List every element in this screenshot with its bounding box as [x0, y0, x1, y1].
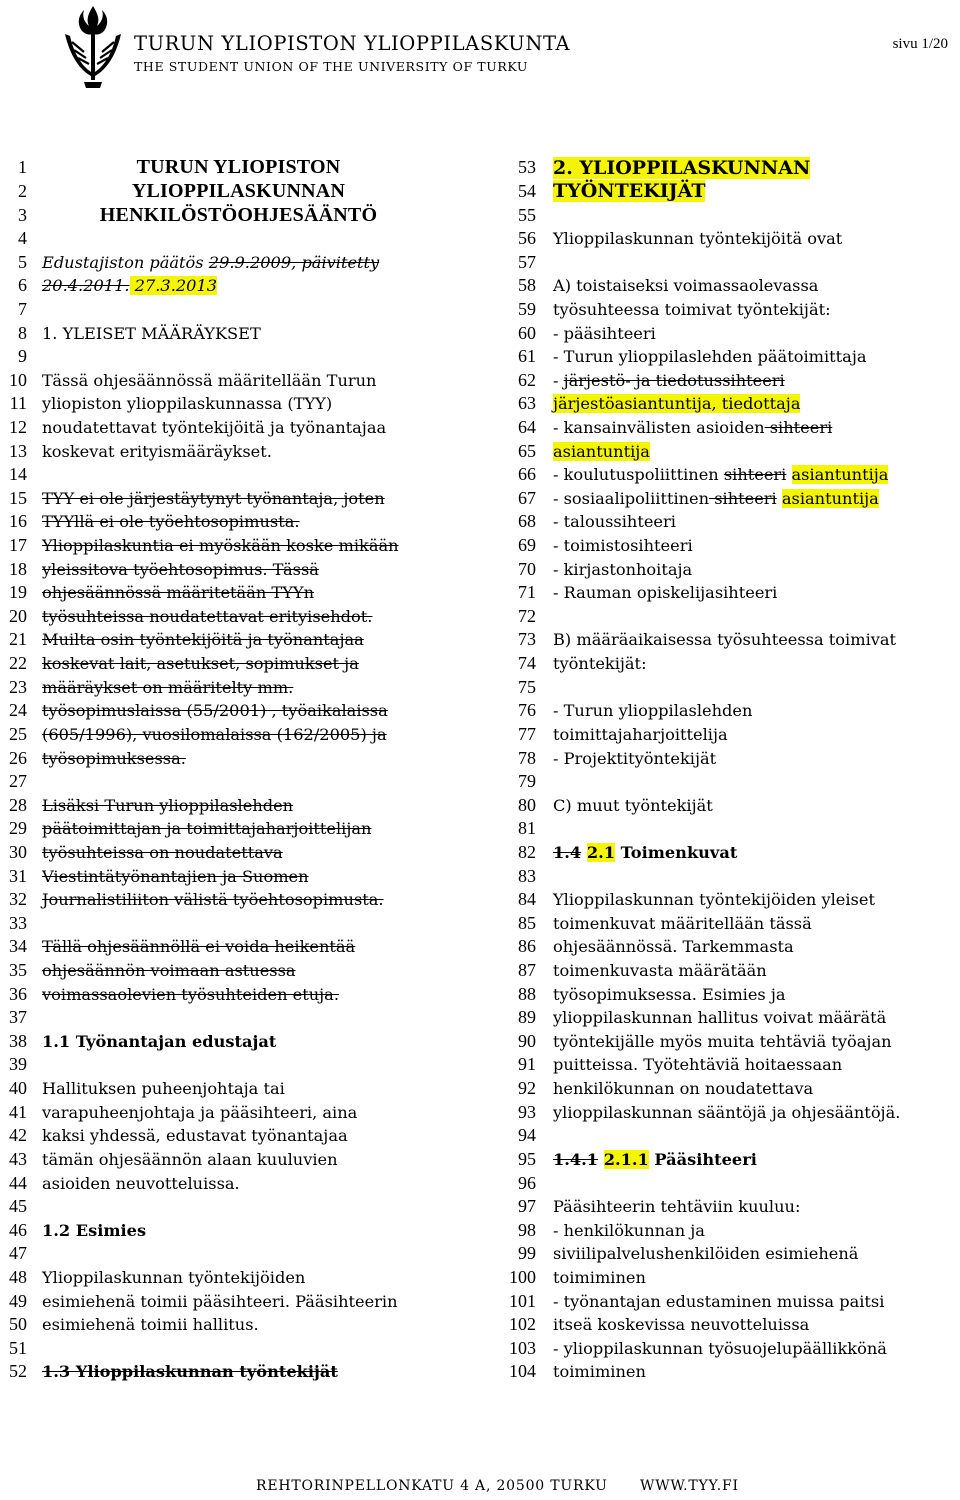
line-number: 46 — [9, 1219, 27, 1240]
list-text: - kansainvälisten asioiden — [553, 418, 765, 437]
line-number: 20 — [9, 605, 27, 626]
line-number: 101 — [509, 1290, 536, 1311]
line-number: 51 — [9, 1337, 27, 1358]
text-line: työntekijälle myös muita tehtäviä työajan — [553, 1031, 892, 1051]
page-indicator: sivu 1/20 — [892, 36, 948, 52]
line-number: 75 — [518, 676, 536, 697]
line-number: 104 — [509, 1361, 536, 1382]
line-number: 95 — [518, 1148, 536, 1169]
line-number: 27 — [9, 771, 27, 792]
line-number: 14 — [9, 464, 27, 485]
line-number: 85 — [518, 912, 536, 933]
line-number: 74 — [518, 653, 536, 674]
line-number: 60 — [518, 322, 536, 343]
text-line: toimenkuvat määritellään tässä — [553, 913, 812, 933]
text-line: ylioppilaskunnan sääntöjä ja ohjesääntöjä. — [553, 1102, 901, 1122]
section-heading — [536, 157, 958, 179]
text-line: Ylioppilaskunnan työntekijöiden — [42, 1267, 306, 1287]
line-number: 69 — [518, 535, 536, 556]
line-number: 72 — [518, 605, 536, 626]
line-number: 28 — [9, 794, 27, 815]
list-item: - Rauman opiskelijasihteeri — [553, 583, 778, 603]
deleted-line: Tällä ohjesäännöllä ei voida heikentää — [42, 937, 356, 957]
line-number: 73 — [518, 629, 536, 650]
line-number: 57 — [518, 251, 536, 272]
inserted-text: 27.3.2013 — [129, 276, 218, 296]
inserted-text: järjestöasiantuntija, tiedottaja — [553, 394, 801, 414]
deleted-text: 1.4.1 — [553, 1149, 599, 1169]
deleted-line: työsopimuslaissa (55/2001) , työaikalaissa — [42, 701, 388, 721]
deleted-line: Journalistiliiton välistä työehtosopimusta. — [42, 890, 384, 910]
line-number: 77 — [518, 723, 536, 744]
text-line: yliopiston ylioppilaskunnassa (TYY) — [42, 394, 333, 414]
org-subtitle: THE STUDENT UNION OF THE UNIVERSITY OF TURKU — [134, 59, 529, 74]
deleted-line: ohjesäännön voimaan astuessa — [42, 961, 296, 981]
line-number: 68 — [518, 511, 536, 532]
line-number: 35 — [9, 960, 27, 981]
line-number: 56 — [518, 228, 536, 249]
text-line: puitteissa. Työtehtäviä hoitaessaan — [553, 1055, 843, 1075]
line-number: 36 — [9, 983, 27, 1004]
subsection-heading: 1.2 Esimies — [42, 1220, 147, 1240]
line-number: 55 — [518, 204, 536, 225]
text-line: koskevat erityismääräykset. — [42, 441, 272, 461]
line-number: 80 — [518, 794, 536, 815]
list-item: toimittajaharjoittelija — [553, 724, 728, 744]
line-number: 90 — [518, 1030, 536, 1051]
line-number: 79 — [518, 771, 536, 792]
line-number: 15 — [9, 487, 27, 508]
line-number: 48 — [9, 1266, 27, 1287]
deleted-line: (605/1996), vuosilomalaissa (162/2005) ja — [42, 724, 387, 744]
line-number: 26 — [9, 747, 27, 768]
deleted-text: sihteeri — [764, 418, 833, 437]
list-item: - toimistosihteeri — [553, 536, 693, 556]
deleted-heading: 1.3 Ylioppilaskunnan työntekijät — [42, 1362, 338, 1382]
text-line: Tässä ohjesäännössä määritellään Turun — [42, 370, 377, 390]
list-item: - Turun ylioppilaslehden päätoimittaja — [553, 347, 867, 367]
footer-address: REHTORINPELLONKATU 4 A, 20500 TURKU — [256, 1478, 608, 1494]
logo-text — [134, 32, 570, 74]
list-text: - sosiaalipoliittinen — [553, 488, 710, 508]
line-number: 64 — [518, 417, 536, 437]
line-number: 43 — [9, 1148, 27, 1169]
text-line: toimenkuvasta määrätään — [553, 961, 767, 981]
line-number: 98 — [518, 1219, 536, 1240]
text-line: varapuheenjohtaja ja pääsihteeri, aina — [42, 1102, 358, 1122]
decision-line — [27, 253, 480, 272]
inserted-text: 2.1.1 — [603, 1149, 649, 1169]
line-number: 24 — [9, 700, 27, 721]
line-number: 17 — [9, 535, 27, 556]
line-number: 83 — [518, 865, 536, 886]
heading-text: Toimenkuvat — [614, 842, 738, 862]
line-number: 87 — [518, 960, 536, 981]
deleted-line: määräykset on määritelty mm. — [42, 677, 294, 697]
deleted-line: työsopimuksessa. — [42, 748, 186, 768]
list-item: toimiminen — [553, 1362, 646, 1382]
deleted-line: Muilta osin työntekijöitä ja työnantajaa — [42, 630, 364, 650]
text-line: B) määräaikaisessa työsuhteessa toimivat — [553, 630, 897, 650]
line-number: 3 — [18, 204, 27, 225]
line-number: 32 — [9, 889, 27, 910]
line-number: 22 — [9, 653, 27, 674]
list-dash: - — [553, 370, 564, 390]
inserted-text: 2.1 — [586, 842, 615, 862]
text-line: työntekijät: — [553, 654, 647, 674]
line-number: 21 — [9, 629, 27, 650]
text-line: työsuhteessa toimivat työntekijät: — [553, 299, 831, 319]
subsection-heading — [536, 843, 958, 862]
decision-line — [27, 276, 480, 295]
line-number: 97 — [518, 1196, 536, 1217]
list-item: - työnantajan edustaminen muissa paitsi — [553, 1291, 885, 1311]
text-line: C) muut työntekijät — [553, 795, 713, 815]
text-line: Ylioppilaskunnan työntekijöitä ovat — [553, 229, 843, 249]
line-number: 2 — [18, 180, 27, 201]
list-item — [536, 394, 958, 413]
deleted-line: Viestintätyönantajien ja Suomen — [42, 866, 309, 886]
line-number: 61 — [518, 346, 536, 367]
list-item: itseä koskevissa neuvotteluissa — [553, 1315, 810, 1335]
tyy-torch-emblem-icon — [62, 4, 124, 90]
text-line: esimiehenä toimii pääsihteeri. Pääsihteerin — [42, 1291, 398, 1311]
deleted-line: työsuhteissa noudatettavat erityisehdot. — [42, 606, 373, 626]
list-item: toimiminen — [553, 1267, 646, 1287]
deleted-line: TYYllä ei ole työehtosopimusta. — [42, 512, 300, 532]
line-number: 58 — [518, 275, 536, 296]
line-number: 37 — [9, 1007, 27, 1028]
line-number: 93 — [518, 1101, 536, 1122]
line-number: 66 — [518, 464, 536, 485]
page-header — [0, 0, 960, 110]
inserted-text: TYÖNTEKIJÄT — [553, 180, 706, 203]
heading-text: Pääsihteeri — [648, 1149, 757, 1169]
footer-website: WWW.TYY.FI — [640, 1478, 739, 1494]
text-line: esimiehenä toimii hallitus. — [42, 1315, 259, 1335]
line-number: 30 — [9, 841, 27, 862]
line-number: 91 — [518, 1054, 536, 1075]
list-item: - pääsihteeri — [553, 323, 656, 343]
list-item: - Projektityöntekijät — [553, 748, 717, 768]
line-number: 29 — [9, 818, 27, 839]
deleted-line: työsuhteissa on noudatettava — [42, 842, 283, 862]
line-number: 92 — [518, 1078, 536, 1099]
line-number: 12 — [9, 417, 27, 437]
line-number: 23 — [9, 676, 27, 697]
deleted-line: Ylioppilaskuntia ei myöskään koske mikään — [42, 536, 399, 556]
line-number: 47 — [9, 1243, 27, 1264]
inserted-text: asiantuntija — [781, 488, 879, 508]
text-line: ylioppilaskunnan hallitus voivat määrätä — [553, 1008, 887, 1028]
list-text: - koulutuspoliittinen — [553, 465, 724, 485]
line-number: 89 — [518, 1007, 536, 1028]
page-footer — [0, 1468, 960, 1500]
deleted-text: järjestö- ja tiedotussihteeri — [563, 370, 785, 390]
text-line: ohjesäännössä. Tarkemmasta — [553, 937, 794, 957]
line-number: 62 — [518, 369, 536, 390]
subsection-heading: 1.1 Työnantajan edustajat — [42, 1031, 277, 1051]
line-number: 88 — [518, 983, 536, 1004]
line-number: 39 — [9, 1054, 27, 1075]
line-number: 84 — [518, 889, 536, 910]
line-number: 82 — [518, 841, 536, 862]
text-line: työsopimuksessa. Esimies ja — [553, 984, 786, 1004]
line-number: 33 — [9, 912, 27, 933]
line-number: 70 — [518, 558, 536, 579]
line-number: 45 — [9, 1196, 27, 1217]
text-line: A) toistaiseksi voimassaolevassa — [553, 276, 819, 296]
section-heading — [536, 180, 958, 202]
line-number: 34 — [9, 936, 27, 957]
deleted-text: 29.9.2009, päivitetty — [208, 252, 380, 272]
line-number: 86 — [518, 936, 536, 957]
deleted-text: 20.4.2011. — [42, 276, 130, 296]
list-item: - kirjastonhoitaja — [553, 559, 693, 579]
text-line: henkilökunnan on noudatettava — [553, 1079, 814, 1099]
line-number: 9 — [18, 346, 27, 367]
line-number: 42 — [9, 1125, 27, 1146]
deleted-line: koskevat lait, asetukset, sopimukset ja — [42, 654, 359, 674]
line-number: 19 — [9, 582, 27, 603]
line-number: 54 — [518, 180, 536, 201]
line-number: 11 — [9, 393, 27, 414]
org-name: TURUN YLIOPISTON YLIOPPILASKUNTA — [134, 32, 571, 55]
deleted-text: sihteeri — [709, 488, 777, 508]
deleted-line: voimassaolevien työsuhteiden etuja. — [42, 984, 339, 1004]
deleted-text: sihteeri — [723, 465, 787, 485]
text-line: asioiden neuvotteluissa. — [42, 1173, 240, 1193]
line-number: 40 — [9, 1078, 27, 1099]
document-title-line: TURUN YLIOPISTON — [136, 156, 341, 179]
deleted-line: päätoimittajan ja toimittajaharjoittelijan — [42, 819, 372, 839]
line-number: 63 — [518, 393, 536, 414]
text-line: Pääsihteerin tehtäviin kuuluu: — [553, 1197, 801, 1217]
inserted-text: 2. YLIOPPILASKUNNAN — [553, 156, 811, 179]
line-number: 49 — [9, 1290, 27, 1311]
line-number: 1 — [18, 157, 27, 178]
line-number: 44 — [9, 1172, 27, 1193]
inserted-text: asiantuntija — [553, 441, 650, 461]
line-number: 67 — [518, 487, 536, 508]
line-number: 18 — [9, 558, 27, 579]
line-number: 103 — [509, 1337, 536, 1358]
right-column — [488, 156, 958, 1384]
line-number: 99 — [518, 1243, 536, 1264]
decision-text: Edustajiston päätös — [42, 252, 209, 272]
line-number: 71 — [518, 582, 536, 603]
list-item — [536, 489, 958, 508]
line-number: 50 — [9, 1314, 27, 1335]
list-item — [536, 371, 958, 390]
list-item: - taloussihteeri — [553, 512, 676, 532]
text-line: Ylioppilaskunnan työntekijöiden yleiset — [553, 890, 875, 910]
line-number: 25 — [9, 723, 27, 744]
list-item — [536, 442, 958, 461]
line-number: 10 — [9, 369, 27, 390]
inserted-text: asiantuntija — [791, 465, 889, 485]
line-number: 13 — [9, 440, 27, 461]
line-number: 5 — [18, 251, 27, 272]
subsection-heading — [536, 1150, 958, 1169]
line-number: 65 — [518, 440, 536, 461]
line-number: 8 — [18, 322, 27, 343]
line-number: 76 — [518, 700, 536, 721]
line-number: 81 — [518, 818, 536, 839]
line-number: 53 — [518, 157, 536, 178]
list-item: - henkilökunnan ja — [553, 1220, 705, 1240]
line-number: 94 — [518, 1125, 536, 1146]
line-number: 16 — [9, 511, 27, 532]
list-item: - Turun ylioppilaslehden — [553, 701, 753, 721]
line-number: 7 — [18, 298, 27, 319]
line-number: 52 — [9, 1361, 27, 1382]
deleted-line: yleissitova työehtosopimus. Tässä — [42, 559, 319, 579]
text-line: noudatettavat työntekijöitä ja työnantajaa — [42, 418, 387, 437]
line-number: 31 — [9, 865, 27, 886]
left-column — [0, 156, 480, 1384]
line-number: 78 — [518, 747, 536, 768]
line-number: 102 — [509, 1314, 536, 1335]
list-item — [536, 465, 958, 484]
deleted-text: 1.4 — [553, 842, 582, 862]
deleted-line: TYY ei ole järjestäytynyt työnantaja, joten — [42, 488, 385, 508]
list-item: siviilipalvelushenkilöiden esimiehenä — [553, 1244, 859, 1264]
deleted-line: Lisäksi Turun ylioppilaslehden — [42, 795, 294, 815]
section-heading: 1. YLEISET MÄÄRÄYKSET — [42, 323, 261, 343]
text-line: kaksi yhdessä, edustavat työnantajaa — [42, 1126, 348, 1146]
line-number: 38 — [9, 1030, 27, 1051]
list-item — [536, 418, 958, 437]
deleted-line: ohjesäännössä määritetään TYYn — [42, 583, 315, 603]
list-item: - ylioppilaskunnan työsuojelupäällikkönä — [553, 1338, 887, 1358]
text-line: Hallituksen puheenjohtaja tai — [42, 1079, 285, 1099]
line-number: 100 — [509, 1266, 536, 1287]
document-title-line: HENKILÖSTÖOHJESÄÄNTÖ — [99, 203, 378, 226]
document-title-line: YLIOPPILASKUNNAN — [131, 179, 346, 202]
line-number: 59 — [518, 298, 536, 319]
line-number: 4 — [18, 228, 27, 249]
line-number: 96 — [518, 1172, 536, 1193]
line-number: 6 — [18, 275, 27, 296]
line-number: 41 — [9, 1101, 27, 1122]
text-line: tämän ohjesäännön alaan kuuluvien — [42, 1149, 338, 1169]
